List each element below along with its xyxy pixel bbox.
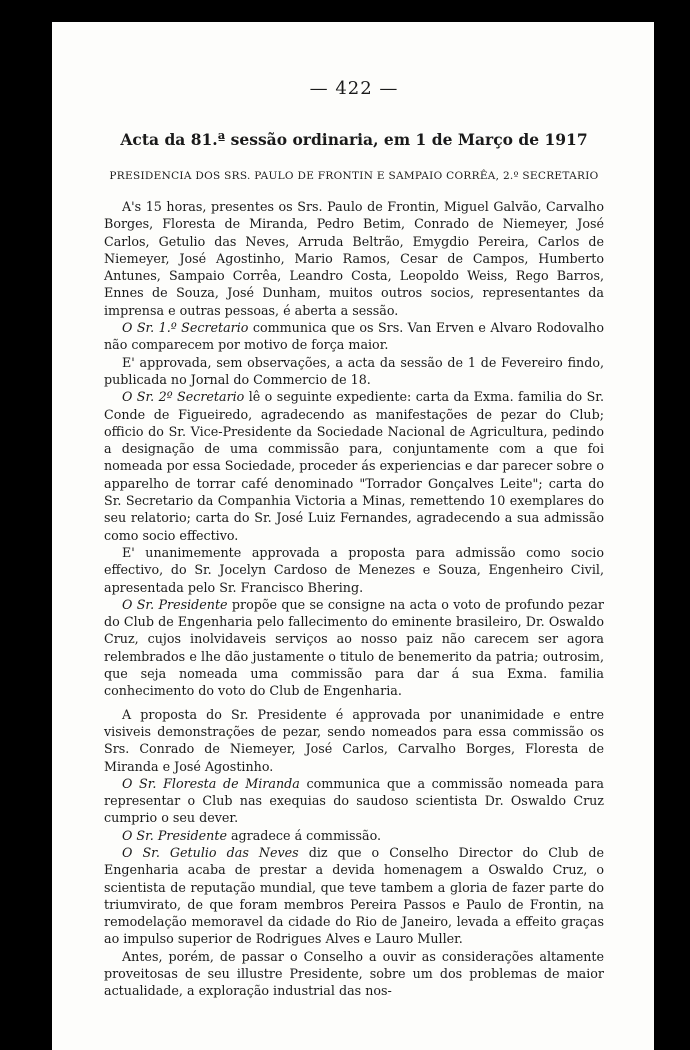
paragraph: E' approvada, sem observações, a acta da sessão de 1 de Fevereiro findo, publicada no Jornal do Commercio de 18. — [104, 354, 604, 387]
minutes-title: Acta da 81.ª sessão ordinaria, em 1 de Março de 1917 — [120, 130, 588, 149]
paragraph: O Sr. 2º Secretario lê o seguinte expediente: carta da Exma. familia do Sr. Conde de Figueiredo, agradecendo as manifestações de pezar do Club; officio do Sr. Vice-Presidente da Sociedade Nacional de Agricultura, pedindo a designação de uma commissão para, conjuntamente com a que foi nomeada por essa Sociedade, proceder ás experiencias e dar parecer sobre o apparelho de torrar café denominado "Torrador Gonçalves Leite"; carta do Sr. Secretario da Companhia Victoria a Minas, remettendo 10 exemplares do seu relatorio; carta do Sr. José Luiz Fernandes, agradecendo a sua admissão como socio effectivo. — [104, 389, 604, 543]
presidency-subtitle: PRESIDENCIA DOS SRS. PAULO DE FRONTIN E SAMPAIO CORRÊA, 2.º SECRETARIO — [109, 170, 599, 182]
book-page — [52, 22, 654, 1050]
paragraph: O Sr. Presidente propõe que se consigne na acta o voto de profundo pezar do Club de Engenharia pelo fallecimento do eminente brasileiro, Dr. Oswaldo Cruz, cujos inolvidaveis serviços ao nosso paiz não carecem ser agora relembrados e lhe dão justamente o titulo de benemerito da patria; outrosim, que seja nomeada uma commissão para dar á sua Exma. familia conhecimento do voto do Club de Engenharia. — [104, 596, 605, 699]
paragraph: A proposta do Sr. Presidente é approvada por unanimidade e entre visiveis demonstrações de pezar, sendo nomeados para essa commissão os Srs. Conrado de Niemeyer, José Carlos, Carvalho Borges, Floresta de Miranda e José Agostinho. — [104, 706, 604, 774]
paragraph: O Sr. Getulio das Neves diz que o Conselho Director do Club de Engenharia acaba de prestar a devida homenagem a Oswaldo Cruz, o scientista de reputação mundial, que teve tambem a gloria de fazer parte do triumvirato, de que foram membros Pereira Passos e Paulo de Frontin, na remodelação memoravel da cidade do Rio de Janeiro, levada a effeito graças ao impulso superior de Rodrigues Alves e Lauro Muller. — [104, 844, 604, 947]
paragraph: E' unanimemente approvada a proposta para admissão como socio effectivo, do Sr. Jocelyn Cardoso de Menezes e Souza, Engenheiro Civil, apresentada pelo Sr. Francisco Bhering. — [104, 544, 604, 595]
page-number: — 422 — — [309, 78, 399, 99]
paragraph: A's 15 horas, presentes os Srs. Paulo de Frontin, Miguel Galvão, Carvalho Borges, Floresta de Miranda, Pedro Betim, Conrado de Niemeyer, José Carlos, Getulio das Neves, Arruda Beltrão, Emygdio Pereira, Carlos de Niemeyer, José Agostinho, Mario Ramos, Cesar de Campos, Humberto Antunes, Sampaio Corrêa, Leandro Costa, Leopoldo Weiss, Rego Barros, Ennes de Souza, José Dunham, muitos outros socios, representantes da imprensa e outras pessoas, é aberta a sessão. — [104, 199, 604, 318]
paragraph: O Sr. 1.º Secretario communica que os Srs. Van Erven e Alvaro Rodovalho não comparecem por motivo de força maior. — [104, 320, 604, 353]
paragraph: Antes, porém, de passar o Conselho a ouvir as considerações altamente proveitosas de seu illustre Presidente, sobre um dos problemas de maior actualidade, a exploração industrial das nos- — [104, 948, 604, 999]
minutes-body — [104, 198, 604, 1000]
page-content — [104, 78, 604, 1000]
paragraph: O Sr. Floresta de Miranda communica que a commissão nomeada para representar o Club nas exequias do saudoso scientista Dr. Oswaldo Cruz cumprio o seu dever. — [104, 775, 604, 826]
paragraph: O Sr. Presidente agradece á commissão. — [122, 827, 382, 843]
